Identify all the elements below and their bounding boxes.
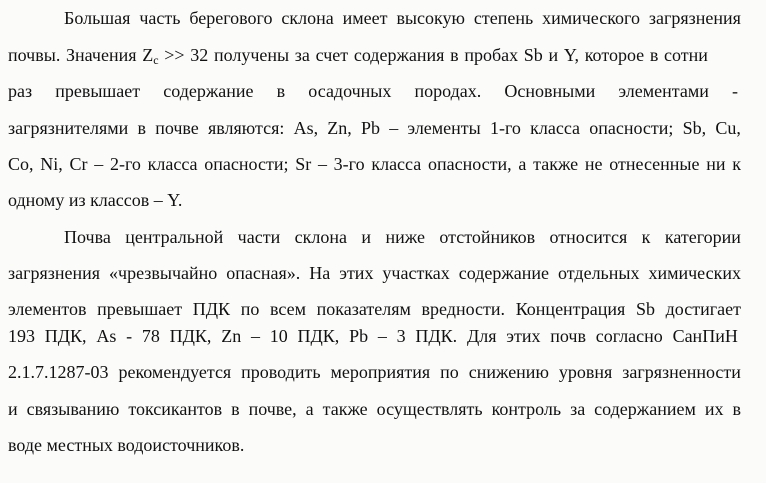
word: высокую [396, 8, 465, 28]
word: этих [506, 326, 541, 346]
paragraph-1-line-1 [0, 7, 766, 29]
word: всем [270, 299, 306, 319]
word: ПДК, [44, 326, 87, 346]
word: почв [550, 326, 586, 346]
word: берегового [189, 8, 273, 28]
word: этих [339, 263, 374, 283]
word: химических [648, 263, 741, 283]
word: – [389, 118, 399, 138]
word: центральной [125, 227, 224, 247]
word: опасности; [204, 154, 289, 174]
word: содержание [458, 263, 550, 283]
word: элементов [8, 299, 87, 319]
word: Концентрация [515, 299, 626, 319]
word: содержанием [594, 399, 696, 419]
paragraph-2-line-2 [0, 262, 766, 284]
word: загрязненности [622, 362, 741, 382]
word: являются: [208, 118, 285, 138]
paragraph-1-line-4 [0, 117, 766, 139]
paragraph-1-line-6: одному из классов – Y. [8, 190, 183, 210]
word: к [641, 227, 651, 247]
word: Cr [69, 154, 88, 174]
word: согласно [595, 326, 663, 346]
word: На [309, 263, 331, 283]
word: по [240, 299, 260, 319]
word: As [96, 326, 117, 346]
word: Pb [361, 118, 381, 138]
word: опасная». [226, 263, 301, 283]
paragraph-2-line-4 [0, 325, 766, 347]
word: 2-го [109, 154, 141, 174]
word: в [276, 81, 286, 101]
word: 2.1.7.1287-03 [8, 362, 109, 382]
word: и [8, 399, 18, 419]
word: снижению [468, 362, 549, 382]
word: Zn [221, 326, 242, 346]
word: - [126, 326, 133, 346]
word: Sb [635, 299, 655, 319]
word: 3 [396, 326, 406, 346]
word: к [732, 154, 741, 174]
paragraph-2-line-3 [0, 298, 766, 320]
word: их [704, 399, 724, 419]
word: – [317, 154, 327, 174]
paragraph-1-line-3 [0, 80, 766, 102]
word: превышает [55, 81, 141, 101]
word: осадочных [308, 81, 392, 101]
word: имеет [342, 8, 388, 28]
paragraph-1-line-5 [0, 153, 766, 175]
word: – [250, 326, 260, 346]
word: за [570, 399, 586, 419]
word: ПДК. [415, 326, 458, 346]
word: почве [155, 118, 199, 138]
word: Co, [8, 154, 34, 174]
word: относится [549, 227, 628, 247]
word: токсикантов [128, 399, 223, 419]
word: а [518, 154, 527, 174]
word: породах. [414, 81, 482, 101]
word: уровня [558, 362, 613, 382]
word: Pb [349, 326, 369, 346]
word: также [533, 154, 579, 174]
word: Zn, [327, 118, 352, 138]
word: отстойников [439, 227, 536, 247]
word: часть [139, 8, 181, 28]
word: ПДК, [169, 326, 212, 346]
word: 193 [8, 326, 35, 346]
paragraph-2-line-5 [0, 361, 766, 383]
word: содержание [163, 81, 254, 101]
word: части [237, 227, 281, 247]
word: степень [473, 8, 534, 28]
word: отнесенные [609, 154, 700, 174]
word: класса [371, 154, 422, 174]
word: связыванию [26, 399, 120, 419]
word: достигает [665, 299, 741, 319]
word: Основными [504, 81, 596, 101]
word: участках [382, 263, 450, 283]
zc-prefix: почвы. Значения Z [8, 45, 154, 65]
word: в [137, 118, 146, 138]
word: рекомендуется [118, 362, 232, 382]
word: 3-го [333, 154, 365, 174]
word: по [440, 362, 459, 382]
word: - [731, 81, 738, 101]
word: – [377, 326, 387, 346]
word: As, [293, 118, 319, 138]
word: ПДК [192, 299, 231, 319]
word: загрязнения [648, 8, 741, 28]
word: «чрезвычайно [109, 263, 218, 283]
word: не [584, 154, 603, 174]
word: проводить [241, 362, 321, 382]
word: опасности; [589, 118, 674, 138]
paragraph-1-line-2 [8, 44, 758, 66]
paragraph-2-line-1 [0, 226, 766, 248]
word: склона [294, 227, 347, 247]
zc-subscript: c [153, 53, 159, 67]
word: химического [542, 8, 640, 28]
word: превышает [97, 299, 183, 319]
word: класса [147, 154, 198, 174]
word: Sr [295, 154, 312, 174]
word: в [231, 399, 240, 419]
word: Большая [64, 8, 131, 28]
word: мероприятия [330, 362, 431, 382]
word: ниже [385, 227, 425, 247]
paragraph-2-line-7: воде местных водоисточников. [8, 435, 245, 455]
word: ни [706, 154, 726, 174]
word: элементами [618, 81, 709, 101]
word: отдельных [558, 263, 640, 283]
word: 1-го [489, 118, 521, 138]
zc-suffix: >> 32 получены за счет содержания в пробах Sb и Y, которое в сотни [158, 45, 708, 65]
word: вредности. [421, 299, 506, 319]
word: Ni, [40, 154, 63, 174]
word: ПДК, [297, 326, 340, 346]
word: почве, [248, 399, 297, 419]
word: осуществлять [376, 399, 483, 419]
word: Почва [64, 227, 111, 247]
word: класса [530, 118, 581, 138]
word: категории [664, 227, 741, 247]
paragraph-2-line-6 [0, 398, 766, 420]
word: Sb, [682, 118, 707, 138]
word: в [732, 399, 741, 419]
word: склона [281, 8, 334, 28]
word: загрязнения [8, 263, 101, 283]
word: СанПиН [672, 326, 738, 346]
word: и [361, 227, 372, 247]
word: также [322, 399, 368, 419]
word: Для [466, 326, 497, 346]
word: – [94, 154, 104, 174]
word: загрязнителями [8, 118, 129, 138]
word: 78 [141, 326, 160, 346]
word: раз [8, 81, 33, 101]
word: элементы [407, 118, 481, 138]
word: Cu, [715, 118, 741, 138]
word: а [305, 399, 314, 419]
word: контроль [491, 399, 562, 419]
word: показателям [316, 299, 411, 319]
word: опасности, [427, 154, 512, 174]
word: 10 [269, 326, 288, 346]
